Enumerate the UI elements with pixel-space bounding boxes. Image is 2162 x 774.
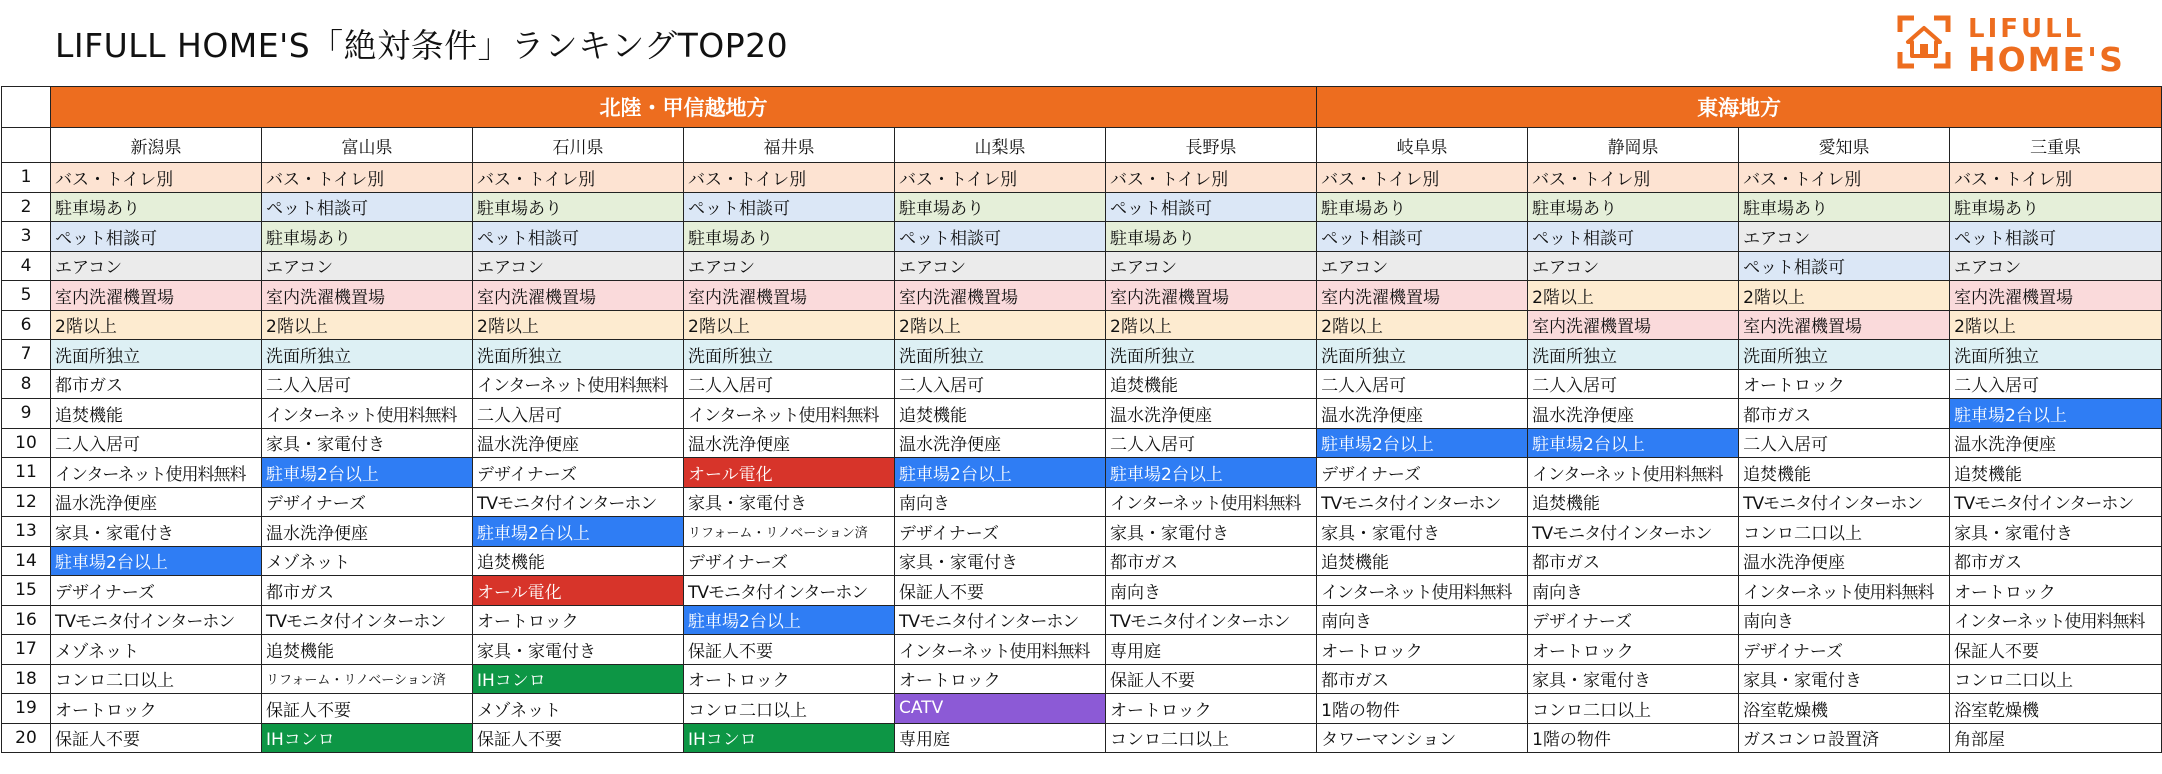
table-cell: 角部屋 <box>1950 723 2162 753</box>
table-cell: 温水洗浄便座 <box>1317 399 1528 429</box>
table-cell: 駐車場2台以上 <box>895 458 1106 488</box>
table-cell: バス・トイレ別 <box>1528 163 1739 193</box>
table-cell: 駐車場2台以上 <box>1317 428 1528 458</box>
table-cell: 家具・家電付き <box>1317 517 1528 547</box>
table-cell: TVモニタ付インターホン <box>51 605 262 635</box>
rank-number: 6 <box>2 310 51 340</box>
table-row <box>2 310 2162 340</box>
region-header: 北陸・甲信越地方 <box>51 87 1317 128</box>
table-cell: 都市ガス <box>51 369 262 399</box>
table-cell: バス・トイレ別 <box>1317 163 1528 193</box>
table-cell: 二人入居可 <box>895 369 1106 399</box>
rank-number: 16 <box>2 605 51 635</box>
table-cell: 室内洗濯機置場 <box>51 281 262 311</box>
table-cell: 駐車場あり <box>1528 192 1739 222</box>
table-cell: コンロ二口以上 <box>1950 664 2162 694</box>
table-cell: バス・トイレ別 <box>684 163 895 193</box>
table-cell: 家具・家電付き <box>1106 517 1317 547</box>
table-cell: 二人入居可 <box>1739 428 1950 458</box>
table-cell: 保証人不要 <box>1106 664 1317 694</box>
table-cell: IHコンロ <box>473 664 684 694</box>
table-cell: TVモニタ付インターホン <box>262 605 473 635</box>
table-cell: デザイナーズ <box>1739 635 1950 665</box>
table-cell: ペット相談可 <box>51 222 262 252</box>
table-cell: 都市ガス <box>1317 664 1528 694</box>
table-cell: 洗面所独立 <box>895 340 1106 370</box>
table-cell: 都市ガス <box>1950 546 2162 576</box>
table-cell: 家具・家電付き <box>51 517 262 547</box>
table-cell: 家具・家電付き <box>473 635 684 665</box>
rank-number: 8 <box>2 369 51 399</box>
table-cell: デザイナーズ <box>1528 605 1739 635</box>
table-row <box>2 340 2162 370</box>
table-cell: TVモニタ付インターホン <box>1106 605 1317 635</box>
table-cell: TVモニタ付インターホン <box>895 605 1106 635</box>
table-row <box>2 251 2162 281</box>
table-cell: インターネット使用料無料 <box>473 369 684 399</box>
ranking-table <box>1 86 2162 753</box>
rank-number: 9 <box>2 399 51 429</box>
house-logo-icon <box>1896 14 1952 70</box>
table-cell: 家具・家電付き <box>895 546 1106 576</box>
table-cell: エアコン <box>1528 251 1739 281</box>
rank-number: 1 <box>2 163 51 193</box>
table-cell: 追焚機能 <box>1528 487 1739 517</box>
table-cell: 追焚機能 <box>262 635 473 665</box>
table-cell: 追焚機能 <box>473 546 684 576</box>
table-row <box>2 487 2162 517</box>
table-cell: 南向き <box>895 487 1106 517</box>
table-cell: 保証人不要 <box>1950 635 2162 665</box>
region-header-row <box>2 87 2162 128</box>
table-cell: 2階以上 <box>51 310 262 340</box>
rank-number: 10 <box>2 428 51 458</box>
table-cell: 家具・家電付き <box>1739 664 1950 694</box>
table-cell: 駐車場2台以上 <box>262 458 473 488</box>
table-cell: 追焚機能 <box>1106 369 1317 399</box>
table-cell: 温水洗浄便座 <box>51 487 262 517</box>
table-cell: 都市ガス <box>262 576 473 606</box>
table-cell: オートロック <box>1950 576 2162 606</box>
table-cell: 都市ガス <box>1528 546 1739 576</box>
table-row <box>2 369 2162 399</box>
table-cell: 温水洗浄便座 <box>895 428 1106 458</box>
table-cell: TVモニタ付インターホン <box>1317 487 1528 517</box>
table-row <box>2 664 2162 694</box>
table-cell: 2階以上 <box>1528 281 1739 311</box>
table-cell: 南向き <box>1739 605 1950 635</box>
table-cell: 家具・家電付き <box>684 487 895 517</box>
table-cell: 駐車場2台以上 <box>1106 458 1317 488</box>
table-row <box>2 163 2162 193</box>
table-cell: 2階以上 <box>1317 310 1528 340</box>
table-cell: 追焚機能 <box>1317 546 1528 576</box>
table-cell: 二人入居可 <box>1317 369 1528 399</box>
table-cell: バス・トイレ別 <box>262 163 473 193</box>
table-cell: 2階以上 <box>684 310 895 340</box>
prefecture-header: 岐阜県 <box>1317 128 1528 163</box>
table-cell: コンロ二口以上 <box>1739 517 1950 547</box>
table-cell: インターネット使用料無料 <box>1950 605 2162 635</box>
table-cell: 家具・家電付き <box>262 428 473 458</box>
table-cell: インターネット使用料無料 <box>684 399 895 429</box>
table-cell: インターネット使用料無料 <box>1528 458 1739 488</box>
table-cell: 保証人不要 <box>473 723 684 753</box>
table-cell: 室内洗濯機置場 <box>1528 310 1739 340</box>
table-cell: 二人入居可 <box>262 369 473 399</box>
rank-number: 5 <box>2 281 51 311</box>
table-cell: エアコン <box>473 251 684 281</box>
prefecture-header: 新潟県 <box>51 128 262 163</box>
table-cell: 保証人不要 <box>684 635 895 665</box>
table-cell: 追焚機能 <box>1739 458 1950 488</box>
table-cell: 温水洗浄便座 <box>1106 399 1317 429</box>
table-row <box>2 723 2162 753</box>
table-cell: TVモニタ付インターホン <box>1528 517 1739 547</box>
table-cell: インターネット使用料無料 <box>262 399 473 429</box>
corner-cell <box>2 87 51 128</box>
table-cell: 駐車場あり <box>1950 192 2162 222</box>
table-cell: 追焚機能 <box>895 399 1106 429</box>
table-cell: オートロック <box>1528 635 1739 665</box>
table-cell: エアコン <box>262 251 473 281</box>
table-cell: 温水洗浄便座 <box>262 517 473 547</box>
table-cell: バス・トイレ別 <box>473 163 684 193</box>
table-cell: 駐車場あり <box>262 222 473 252</box>
table-cell: コンロ二口以上 <box>684 694 895 724</box>
table-cell: 室内洗濯機置場 <box>1739 310 1950 340</box>
table-cell: 都市ガス <box>1106 546 1317 576</box>
table-cell: ペット相談可 <box>1528 222 1739 252</box>
table-cell: 駐車場2台以上 <box>1528 428 1739 458</box>
table-cell: ペット相談可 <box>1106 192 1317 222</box>
table-cell: エアコン <box>1317 251 1528 281</box>
table-cell: バス・トイレ別 <box>1739 163 1950 193</box>
table-cell: 室内洗濯機置場 <box>1317 281 1528 311</box>
table-row <box>2 546 2162 576</box>
table-cell: 1階の物件 <box>1317 694 1528 724</box>
table-cell: 専用庭 <box>1106 635 1317 665</box>
table-cell: 駐車場あり <box>895 192 1106 222</box>
table-cell: 南向き <box>1106 576 1317 606</box>
rank-header-cell <box>2 128 51 163</box>
table-cell: 室内洗濯機置場 <box>1950 281 2162 311</box>
table-cell: 駐車場あり <box>1106 222 1317 252</box>
table-cell: 二人入居可 <box>684 369 895 399</box>
table-row <box>2 517 2162 547</box>
prefecture-header: 長野県 <box>1106 128 1317 163</box>
table-cell: 2階以上 <box>1739 281 1950 311</box>
table-cell: コンロ二口以上 <box>51 664 262 694</box>
rank-number: 3 <box>2 222 51 252</box>
table-cell: 駐車場あり <box>51 192 262 222</box>
table-cell: IHコンロ <box>262 723 473 753</box>
table-cell: オートロック <box>1106 694 1317 724</box>
rank-number: 12 <box>2 487 51 517</box>
prefecture-header: 静岡県 <box>1528 128 1739 163</box>
table-cell: 洗面所独立 <box>1106 340 1317 370</box>
table-row <box>2 576 2162 606</box>
rank-number: 18 <box>2 664 51 694</box>
table-cell: 2階以上 <box>895 310 1106 340</box>
table-cell: 駐車場2台以上 <box>51 546 262 576</box>
table-cell: ペット相談可 <box>473 222 684 252</box>
table-cell: 南向き <box>1317 605 1528 635</box>
prefecture-header: 石川県 <box>473 128 684 163</box>
table-cell: 2階以上 <box>1106 310 1317 340</box>
table-cell: 室内洗濯機置場 <box>473 281 684 311</box>
table-cell: 温水洗浄便座 <box>1950 428 2162 458</box>
table-cell: 温水洗浄便座 <box>1739 546 1950 576</box>
table-cell: 都市ガス <box>1739 399 1950 429</box>
table-cell: オール電化 <box>684 458 895 488</box>
rank-number: 11 <box>2 458 51 488</box>
prefecture-header: 福井県 <box>684 128 895 163</box>
rank-number: 7 <box>2 340 51 370</box>
table-cell: 温水洗浄便座 <box>684 428 895 458</box>
table-cell: インターネット使用料無料 <box>1317 576 1528 606</box>
table-cell: 2階以上 <box>262 310 473 340</box>
rank-number: 20 <box>2 723 51 753</box>
table-cell: エアコン <box>1739 222 1950 252</box>
table-cell: エアコン <box>51 251 262 281</box>
logo-text-lifull: LIFULL <box>1968 14 2085 44</box>
table-cell: メゾネット <box>262 546 473 576</box>
table-row <box>2 635 2162 665</box>
table-cell: 洗面所独立 <box>262 340 473 370</box>
table-cell: バス・トイレ別 <box>1106 163 1317 193</box>
table-cell: 洗面所独立 <box>1739 340 1950 370</box>
table-cell: 二人入居可 <box>1950 369 2162 399</box>
table-cell: エアコン <box>684 251 895 281</box>
table-cell: 1階の物件 <box>1528 723 1739 753</box>
table-cell: 室内洗濯機置場 <box>262 281 473 311</box>
table-cell: バス・トイレ別 <box>51 163 262 193</box>
table-cell: メゾネット <box>51 635 262 665</box>
table-cell: 追焚機能 <box>1950 458 2162 488</box>
table-cell: 家具・家電付き <box>1950 517 2162 547</box>
table-cell: デザイナーズ <box>51 576 262 606</box>
table-cell: 2階以上 <box>473 310 684 340</box>
table-row <box>2 694 2162 724</box>
table-cell: ペット相談可 <box>1317 222 1528 252</box>
table-row <box>2 281 2162 311</box>
table-cell: TVモニタ付インターホン <box>1950 487 2162 517</box>
table-cell: デザイナーズ <box>262 487 473 517</box>
table-cell: オートロック <box>895 664 1106 694</box>
table-cell: コンロ二口以上 <box>1528 694 1739 724</box>
table-cell: 駐車場あり <box>1739 192 1950 222</box>
table-cell: タワーマンション <box>1317 723 1528 753</box>
table-cell: 駐車場2台以上 <box>1950 399 2162 429</box>
rank-number: 19 <box>2 694 51 724</box>
prefecture-header: 三重県 <box>1950 128 2162 163</box>
table-cell: TVモニタ付インターホン <box>473 487 684 517</box>
table-cell: 駐車場2台以上 <box>684 605 895 635</box>
table-cell: デザイナーズ <box>895 517 1106 547</box>
table-cell: デザイナーズ <box>684 546 895 576</box>
table-cell: 二人入居可 <box>1106 428 1317 458</box>
table-cell: インターネット使用料無料 <box>51 458 262 488</box>
table-cell: エアコン <box>1106 251 1317 281</box>
table-cell: 保証人不要 <box>262 694 473 724</box>
table-cell: 洗面所独立 <box>473 340 684 370</box>
rank-number: 2 <box>2 192 51 222</box>
table-cell: 室内洗濯機置場 <box>1106 281 1317 311</box>
table-cell: バス・トイレ別 <box>895 163 1106 193</box>
table-row <box>2 605 2162 635</box>
table-cell: 二人入居可 <box>51 428 262 458</box>
table-row <box>2 192 2162 222</box>
table-cell: オートロック <box>684 664 895 694</box>
table-cell: 2階以上 <box>1950 310 2162 340</box>
table-cell: 家具・家電付き <box>1528 664 1739 694</box>
table-cell: 南向き <box>1528 576 1739 606</box>
table-row <box>2 399 2162 429</box>
table-cell: インターネット使用料無料 <box>1106 487 1317 517</box>
table-cell: 二人入居可 <box>473 399 684 429</box>
table-cell: ペット相談可 <box>895 222 1106 252</box>
table-cell: ペット相談可 <box>684 192 895 222</box>
logo-text-homes: HOME'S <box>1968 40 2125 79</box>
table-cell: 室内洗濯機置場 <box>684 281 895 311</box>
prefecture-header: 山梨県 <box>895 128 1106 163</box>
table-cell: CATV <box>895 694 1106 724</box>
table-cell: オートロック <box>1317 635 1528 665</box>
table-row <box>2 458 2162 488</box>
table-cell: エアコン <box>1950 251 2162 281</box>
table-cell: 駐車場あり <box>473 192 684 222</box>
table-cell: コンロ二口以上 <box>1106 723 1317 753</box>
table-cell: オートロック <box>51 694 262 724</box>
table-cell: 温水洗浄便座 <box>473 428 684 458</box>
table-cell: 洗面所独立 <box>1950 340 2162 370</box>
table-cell: 浴室乾燥機 <box>1739 694 1950 724</box>
table-cell: エアコン <box>895 251 1106 281</box>
ranking-table-body <box>2 87 2162 753</box>
table-cell: 二人入居可 <box>1528 369 1739 399</box>
table-cell: ペット相談可 <box>1739 251 1950 281</box>
table-cell: 温水洗浄便座 <box>1528 399 1739 429</box>
rank-number: 4 <box>2 251 51 281</box>
prefecture-header: 愛知県 <box>1739 128 1950 163</box>
table-cell: インターネット使用料無料 <box>1739 576 1950 606</box>
prefecture-header-row <box>2 128 2162 163</box>
table-cell: 洗面所独立 <box>1528 340 1739 370</box>
table-cell: 浴室乾燥機 <box>1950 694 2162 724</box>
table-cell: インターネット使用料無料 <box>895 635 1106 665</box>
table-cell: 洗面所独立 <box>684 340 895 370</box>
table-cell: 保証人不要 <box>895 576 1106 606</box>
table-cell: 追焚機能 <box>51 399 262 429</box>
rank-number: 14 <box>2 546 51 576</box>
table-cell: ペット相談可 <box>1950 222 2162 252</box>
page-title: LIFULL HOME'S「絶対条件」ランキングTOP20 <box>55 26 789 65</box>
table-cell: 専用庭 <box>895 723 1106 753</box>
table-cell: バス・トイレ別 <box>1950 163 2162 193</box>
table-cell: TVモニタ付インターホン <box>684 576 895 606</box>
rank-number: 13 <box>2 517 51 547</box>
table-cell: 室内洗濯機置場 <box>895 281 1106 311</box>
table-cell: オートロック <box>1739 369 1950 399</box>
table-row <box>2 222 2162 252</box>
table-cell: リフォーム・リノベーション済 <box>684 517 895 547</box>
table-cell: 駐車場2台以上 <box>473 517 684 547</box>
table-cell: オートロック <box>473 605 684 635</box>
table-cell: IHコンロ <box>684 723 895 753</box>
rank-number: 15 <box>2 576 51 606</box>
lifull-homes-logo <box>1896 14 2136 79</box>
table-cell: デザイナーズ <box>473 458 684 488</box>
region-header: 東海地方 <box>1317 87 2162 128</box>
table-cell: メゾネット <box>473 694 684 724</box>
table-cell: オール電化 <box>473 576 684 606</box>
table-cell: デザイナーズ <box>1317 458 1528 488</box>
prefecture-header: 富山県 <box>262 128 473 163</box>
table-cell: 洗面所独立 <box>51 340 262 370</box>
table-cell: 保証人不要 <box>51 723 262 753</box>
table-cell: 洗面所独立 <box>1317 340 1528 370</box>
table-cell: 駐車場あり <box>1317 192 1528 222</box>
rank-number: 17 <box>2 635 51 665</box>
table-cell: ガスコンロ設置済 <box>1739 723 1950 753</box>
table-cell: リフォーム・リノベーション済 <box>262 664 473 694</box>
table-cell: 駐車場あり <box>684 222 895 252</box>
table-cell: TVモニタ付インターホン <box>1739 487 1950 517</box>
table-cell: ペット相談可 <box>262 192 473 222</box>
table-row <box>2 428 2162 458</box>
